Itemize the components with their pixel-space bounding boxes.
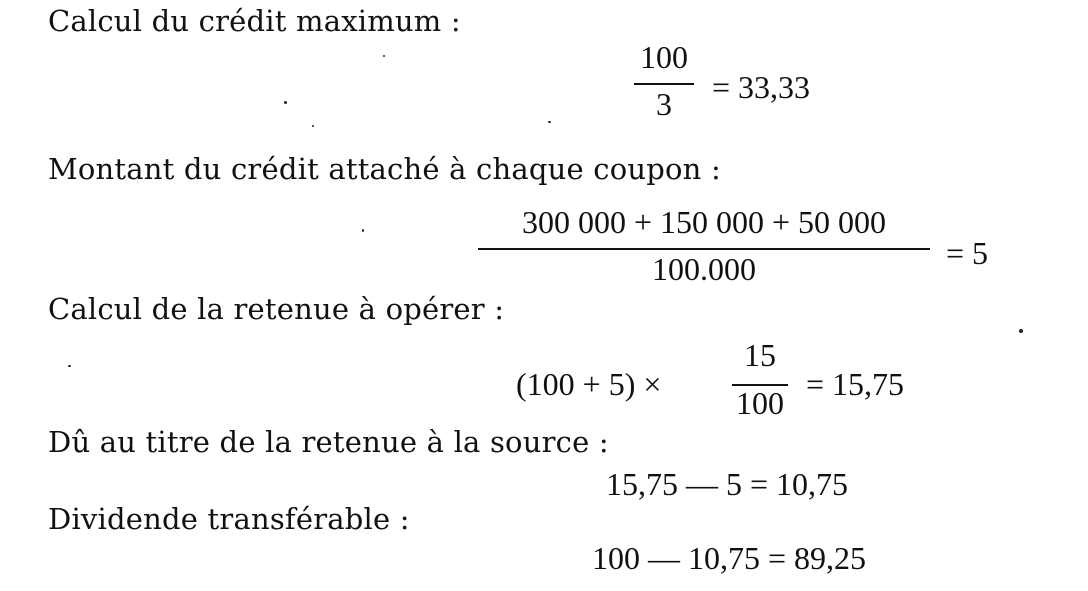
scan-speck xyxy=(68,365,71,367)
scan-speck xyxy=(362,229,364,232)
fraction-denominator: 100 xyxy=(736,385,784,421)
heading-dividende-transferable: Dividende transférable : xyxy=(48,502,410,536)
heading-montant-credit: Montant du crédit attaché à chaque coupon : xyxy=(48,152,721,186)
equation-result: = 15,75 xyxy=(806,366,905,402)
heading-credit-maximum: Calcul du crédit maximum : xyxy=(48,4,461,38)
fraction-denominator: 100.000 xyxy=(652,251,756,287)
equation-dividende: 100 — 10,75 = 89,25 xyxy=(592,540,867,576)
heading-retenue-source: Dû au titre de la retenue à la source : xyxy=(48,425,609,459)
equation-prefix: (100 + 5) × xyxy=(516,366,662,402)
fraction-bar xyxy=(634,83,694,85)
equation-result: = 5 xyxy=(946,235,989,271)
fraction-numerator: 100 xyxy=(640,39,688,75)
fraction-numerator: 300 000 + 150 000 + 50 000 xyxy=(521,204,887,240)
scan-speck xyxy=(383,55,385,57)
scan-speck xyxy=(312,125,314,127)
equation-retenue-source: 15,75 — 5 = 10,75 xyxy=(606,466,849,502)
fraction-denominator: 3 xyxy=(656,86,672,122)
scan-speck xyxy=(1019,329,1023,333)
fraction-numerator: 15 xyxy=(744,337,776,373)
scan-speck xyxy=(284,101,287,104)
equation-result: = 33,33 xyxy=(712,69,811,105)
fraction-bar xyxy=(478,248,930,250)
scan-speck xyxy=(548,121,551,123)
heading-calcul-retenue: Calcul de la retenue à opérer : xyxy=(48,292,505,326)
